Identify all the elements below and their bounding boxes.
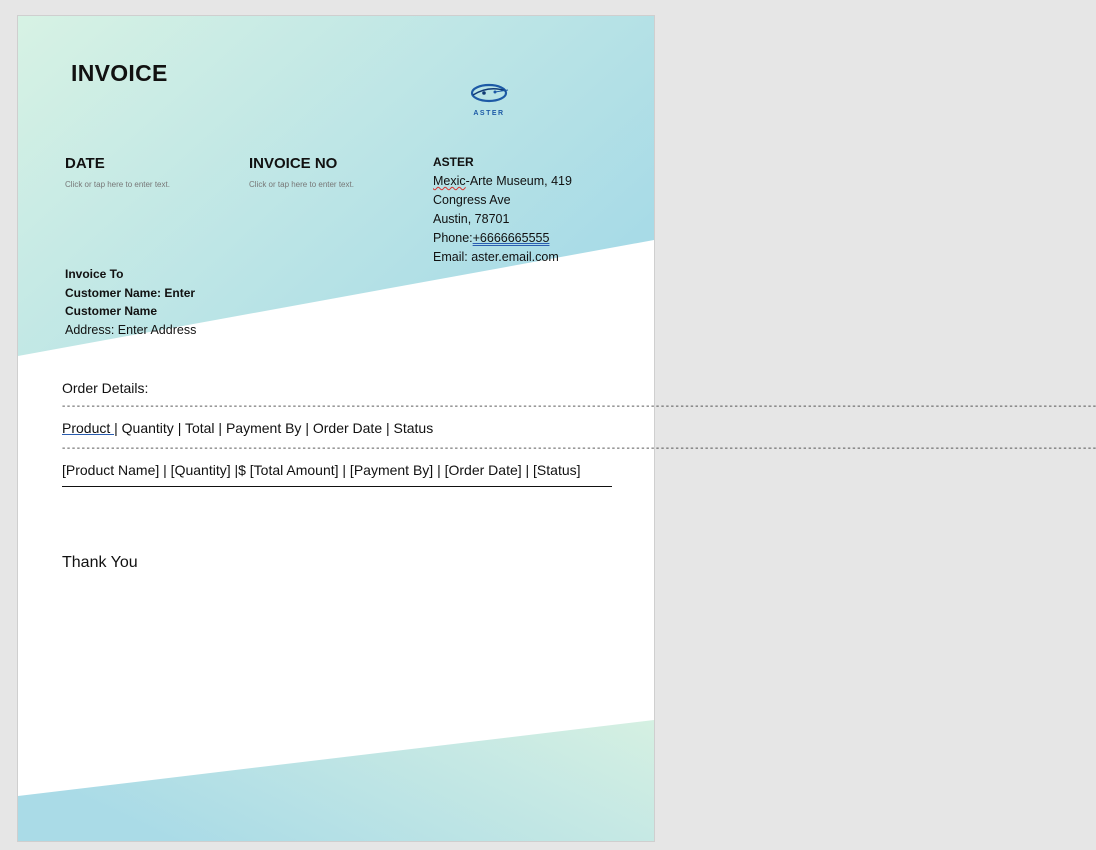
company-logo — [464, 80, 514, 117]
invoice-no-label: INVOICE NO — [249, 155, 338, 172]
phone-label: Phone: — [433, 231, 473, 245]
company-address-line3: Austin, 78701 — [433, 212, 510, 226]
company-address-line2: Congress Ave — [433, 193, 511, 207]
header-product: Product | — [62, 420, 118, 436]
company-name: ASTER — [433, 155, 474, 169]
dashed-divider: - - - - - - - - - - - - - - - - - - - - - - - - - - - - - - - - - - - - - - - - - - - - - - - - - - - - - - - - - - - - - - - - - - - - - - - - - - - - - - - - - - - - - - - - - - - - - - - - - - - - - - - - - - - - - - - - - - - - - - - - - - - - - - - - - - - - - - - - - - - - - - - - - - - - - - - - - - - - - - - - - - - - - - - - - - - - - - - - - - - - - - - - - - - - - - - - - - - - - - - - - - - - - - - - - - - — [62, 401, 1096, 412]
header-rest: Quantity | Total | Payment By | Order Date | Status — [117, 420, 434, 436]
order-details-label: Order Details: — [62, 380, 149, 396]
invoice-title: INVOICE — [71, 60, 168, 86]
bill-to — [65, 265, 196, 339]
aster-logo-icon — [464, 80, 514, 108]
customer-name-line1[interactable]: Customer Name: Enter — [65, 285, 196, 300]
customer-address[interactable]: Address: Enter Address — [65, 322, 197, 337]
company-phone — [433, 229, 572, 248]
phone-value: +6666665555 — [472, 231, 550, 245]
company-email: Email: aster.email.com — [433, 250, 559, 264]
customer-name-line2[interactable]: Customer Name — [65, 304, 158, 318]
address-prefix: Mexic — [433, 174, 466, 188]
address-rest: -Arte Museum, 419 — [465, 174, 572, 188]
bottom-gradient-band — [18, 720, 654, 841]
thank-you-text: Thank You — [62, 554, 138, 571]
date-label: DATE — [65, 155, 105, 172]
order-details — [62, 380, 1096, 487]
company-address-line1 — [433, 172, 572, 191]
order-table-rule — [62, 486, 612, 487]
logo-text: ASTER — [473, 110, 505, 117]
company-info — [433, 153, 572, 267]
order-table-header — [62, 417, 617, 439]
dashed-divider: - - - - - - - - - - - - - - - - - - - - - - - - - - - - - - - - - - - - - - - - - - - - - - - - - - - - - - - - - - - - - - - - - - - - - - - - - - - - - - - - - - - - - - - - - - - - - - - - - - - - - - - - - - - - - - - - - - - - - - - - - - - - - - - - - - - - - - - - - - - - - - - - - - - - - - - - - - - - - - - - - - - - - - - - - - - - - - - - - - - - - - - - - - - - - - - - - - - - - - - - - - - - - - - - - - - — [62, 443, 1096, 454]
invoice-page — [17, 15, 1096, 842]
order-table-row[interactable]: [Product Name] | [Quantity] |$ [Total Amount] | [Payment By] | [Order Date] | [Status] — [62, 462, 581, 478]
invoice-to-heading: Invoice To — [65, 267, 124, 281]
invoice-no-input[interactable]: Click or tap here to enter text. — [249, 180, 354, 189]
date-input[interactable]: Click or tap here to enter text. — [65, 180, 170, 189]
